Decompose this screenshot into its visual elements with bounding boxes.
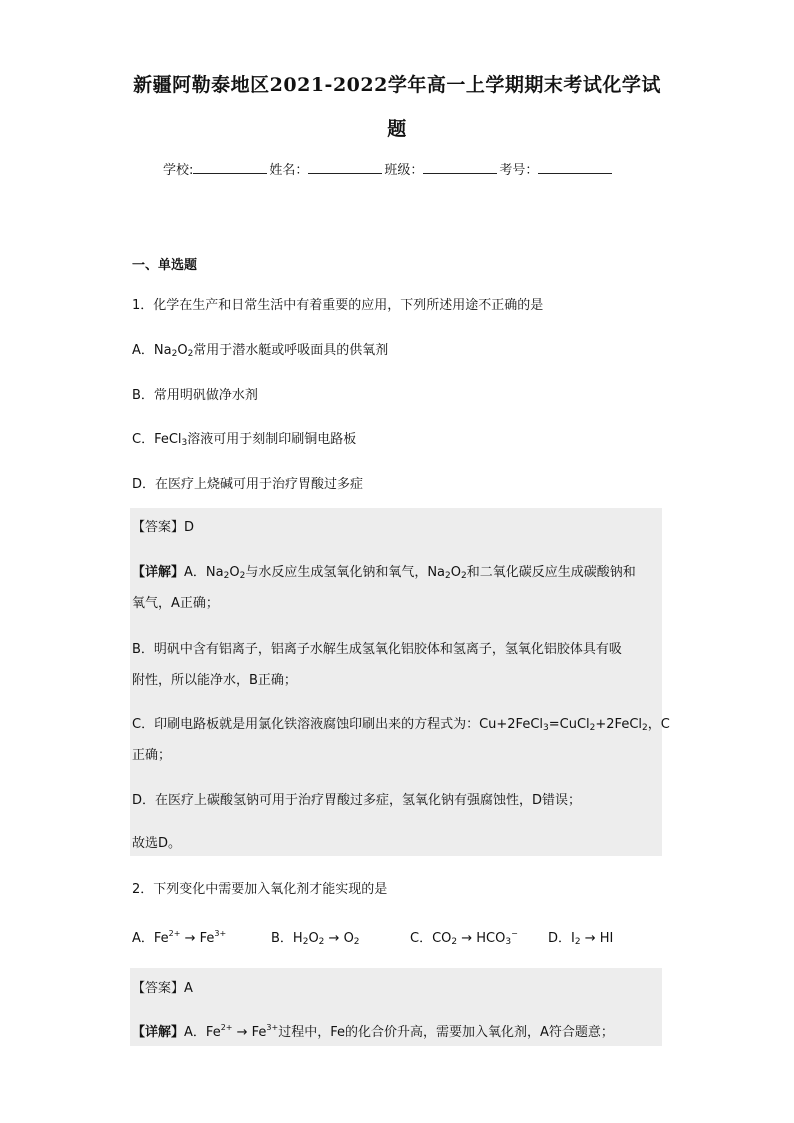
section-heading: 一、单选题 bbox=[132, 258, 198, 273]
q2-stem: 2．下列变化中需要加入氧化剂才能实现的是 bbox=[132, 882, 388, 897]
q1-answer: 【答案】D bbox=[132, 520, 195, 535]
class-blank[interactable] bbox=[423, 161, 497, 174]
q1-detail-b: B．明矾中含有铝离子，铝离子水解生成氢氧化铝胶体和氢离子，氢氧化铝胶体具有吸 bbox=[132, 642, 622, 657]
id-label: 考号： bbox=[499, 163, 539, 178]
q1-detail-b-cont: 附性，所以能净水，B正确； bbox=[132, 673, 297, 688]
q2-option-d: D．$I_2$ → HI bbox=[548, 931, 614, 947]
q2-answer: 【答案】A bbox=[132, 981, 193, 996]
q1-option-a: A．$Na_2O_2$常用于潜水艇或呼吸面具的供氧剂 bbox=[132, 343, 389, 359]
school-label: 学校: bbox=[163, 163, 194, 178]
q2-option-c: C．$CO_2 \to HCO_3^-$ bbox=[410, 929, 518, 947]
class-label: 班级： bbox=[384, 163, 424, 178]
q2-option-a: A．$Fe^{2+} \to Fe^{3+}$ bbox=[132, 929, 227, 946]
q1-detail-c: C．印刷电路板就是用氯化铁溶液腐蚀印刷出来的方程式为：Cu+2FeCl$_3$=CuCl$_2$+2FeCl$_2$，C bbox=[132, 717, 670, 733]
q2-option-b: B．$H_2O_2 \to O_2$ bbox=[271, 931, 360, 947]
q1-option-d: D．在医疗上烧碱可用于治疗胃酸过多症 bbox=[132, 477, 364, 492]
q1-detail-a-cont: 氧气，A正确； bbox=[132, 596, 219, 611]
name-blank[interactable] bbox=[308, 161, 382, 174]
q1-stem: 1．化学在生产和日常生活中有着重要的应用，下列所述用途不正确的是 bbox=[132, 298, 544, 313]
name-label: 姓名： bbox=[269, 163, 309, 178]
q1-option-b: B．常用明矾做净水剂 bbox=[132, 388, 258, 403]
student-info-line bbox=[163, 159, 614, 178]
page-title-line1: 新疆阿勒泰地区2021-2022学年高一上学期期末考试化学试 bbox=[133, 74, 661, 96]
q1-conclusion: 故选D。 bbox=[132, 836, 182, 851]
id-blank[interactable] bbox=[538, 161, 612, 174]
q2-detail-a: 【详解】A．$Fe^{2+} \to Fe^{3+}$过程中，Fe的化合价升高，需要加入氧化剂，A符合题意； bbox=[132, 1023, 614, 1040]
q1-detail-c-cont: 正确； bbox=[132, 748, 172, 763]
q1-detail-a: 【详解】A．$Na_2O_2$与水反应生成氢氧化钠和氧气，$Na_2O_2$和二氧化碳反应生成碳酸钠和 bbox=[132, 565, 636, 581]
q1-detail-d: D．在医疗上碳酸氢钠可用于治疗胃酸过多症，氢氧化钠有强腐蚀性，D错误； bbox=[132, 793, 582, 808]
q1-option-c: C．FeCl$_3$溶液可用于刻制印刷铜电路板 bbox=[132, 432, 357, 448]
school-blank[interactable] bbox=[193, 161, 267, 174]
page-title-line2: 题 bbox=[387, 118, 407, 140]
